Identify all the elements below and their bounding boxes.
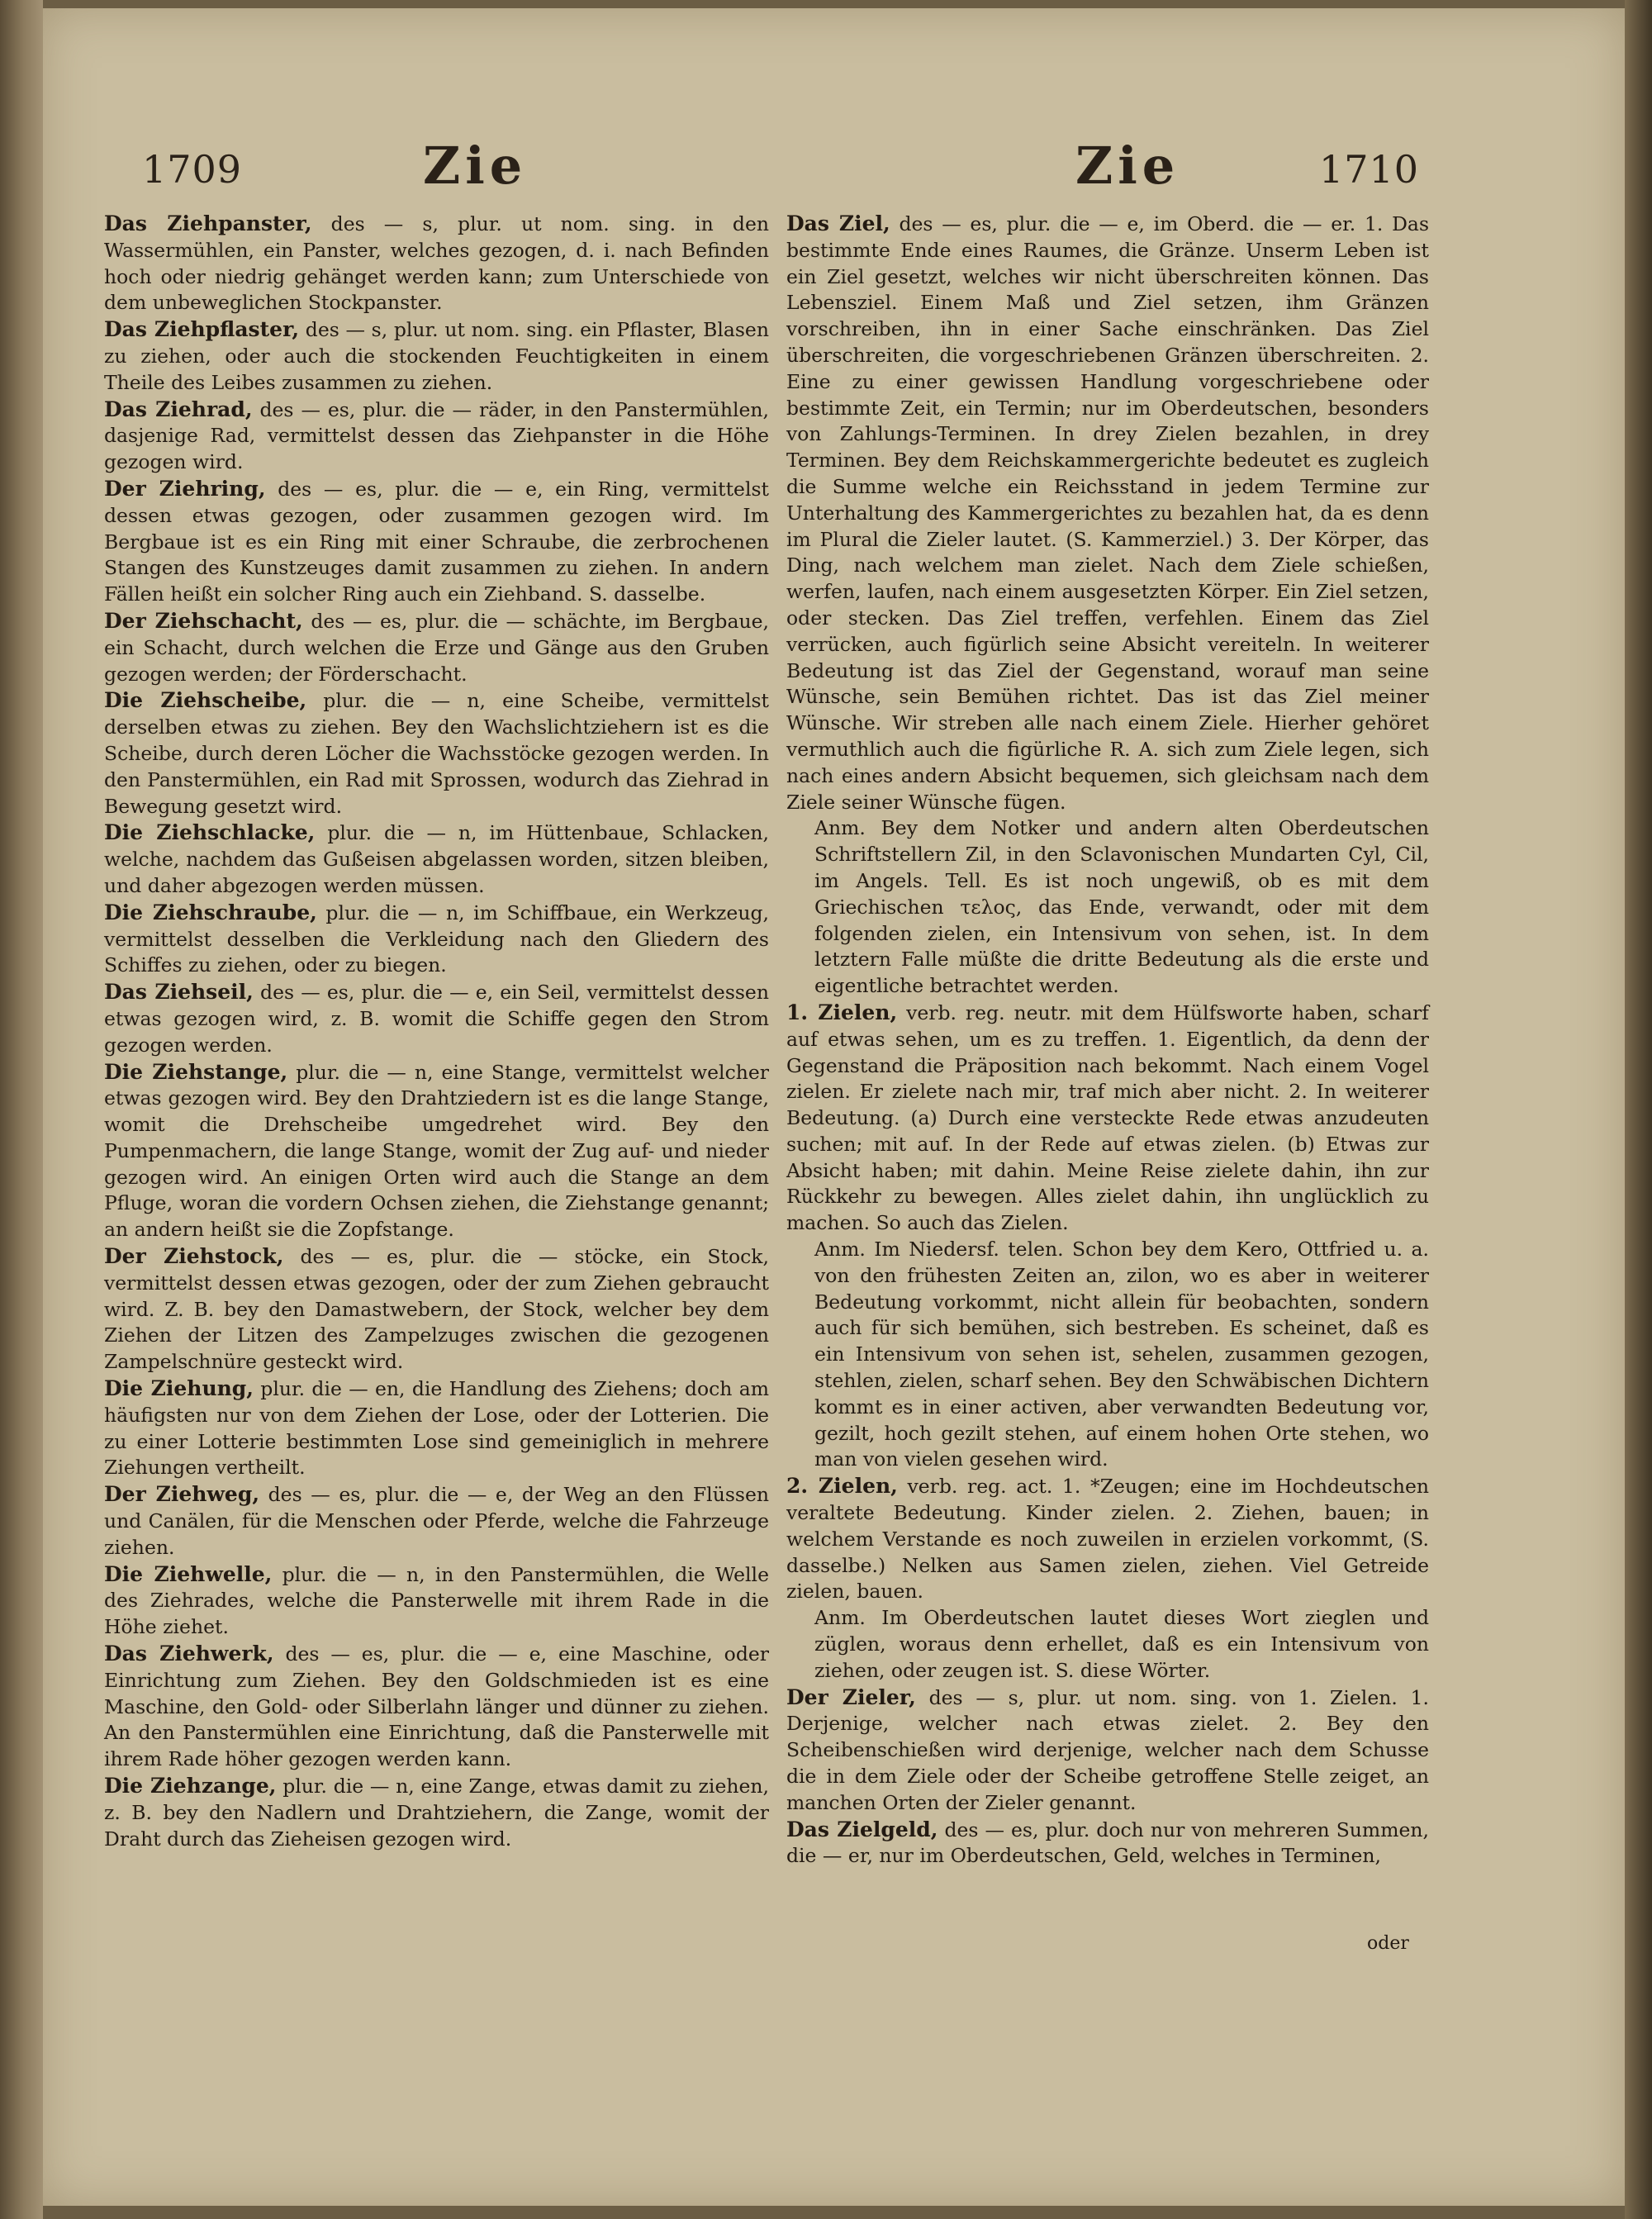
- dictionary-entry: [104, 1059, 769, 1244]
- entry-text: plur. die — n, eine Zange, etwas damit zu ziehen, z. B. bey den Nadlern und Drahtziehern, die Zange, womit der Draht durch das Zieheisen gezogen wird.: [104, 1775, 770, 1851]
- entry-headword: Das Ziehpanster,: [104, 211, 312, 235]
- dictionary-entry: [104, 316, 769, 396]
- entry-headword: 1. Zielen,: [786, 1000, 898, 1024]
- entry-text: des — es, plur. die — e, ein Seil, vermittelst dessen etwas gezogen wird, z. B. womit die Schiffe gegen den Strom gezogen werden.: [104, 981, 769, 1057]
- dictionary-entry: [786, 1000, 1429, 1237]
- entry-headword: Die Ziehwelle,: [104, 1561, 273, 1586]
- left-column: [104, 211, 769, 1852]
- page-edge-shadow: [1625, 0, 1652, 2219]
- dictionary-entry: [104, 820, 769, 899]
- page-header: [93, 135, 1612, 205]
- dictionary-entry: [104, 900, 769, 979]
- entry-text: des — es, plur. die — stöcke, ein Stock, vermittelst dessen etwas gezogen, oder der zum Ziehen gebraucht wird. Z. B. bey den Damastwebern, der Stock, welcher bey dem Ziehen der Litzen des Zampelzuges zwischen die gezogenen Zampelschnüre gesteckt wird.: [104, 1245, 769, 1374]
- entry-headword: 2. Zielen,: [786, 1474, 898, 1499]
- dictionary-entry: [786, 211, 1429, 815]
- entry-text: Anm. Bey dem Notker und andern alten Oberdeutschen Schriftstellern Zil, in den Sclavonischen Mundarten Cyl, Cil, im Angels. Tell. Es ist noch ungewiß, ob es mit dem Griechischen τελος, das Ende, verwandt, oder mit dem folgenden zielen, ein Intensivum von sehen, ist. In dem letztern Falle müßte die dritte Bedeutung als die erste und eigentliche betrachtet werden.: [814, 816, 1429, 998]
- catchword: oder: [1367, 1933, 1409, 1954]
- entry-text: des — es, plur. die — räder, in den Panstermühlen, dasjenige Rad, vermittelst dessen das Ziehpanster in die Höhe gezogen wird.: [104, 397, 769, 474]
- entry-headword: Das Ziehwerk,: [104, 1642, 274, 1666]
- entry-text: Anm. Im Niedersf. telen. Schon bey dem Kero, Ottfried u. a. von den frühesten Zeiten an, zilon, wo es aber in weiterer Bedeutung vorkommt, nicht allein für beobachten, sondern auch für sich bemühen, sich bestreben. Es scheinet, daß es ein Intensivum von sehen ist, sehelen, zusammen gezogen, stehlen, zielen, scharf sehen. Bey den Schwäbischen Dichtern kommt es in einer activen, aber verwandten Bedeutung vor, gezilt, hoch gezilt stehen, auf einem hohen Orte stehen, wo man von vielen gesehen wird.: [814, 1238, 1429, 1471]
- dictionary-entry: [104, 1481, 769, 1561]
- entry-text: des — s, plur. ut nom. sing. von 1. Zielen. 1. Derjenige, welcher nach etwas zielet. 2. Bey den Scheibenschießen wird derjenige, welcher nach dem Schusse die in dem Ziele oder der Scheibe getroffene Stelle zeiget, an manchen Orten der Zieler genannt.: [786, 1685, 1429, 1814]
- dictionary-entry: [104, 476, 769, 608]
- dictionary-entry: [104, 1641, 769, 1773]
- entry-text: des — es, plur. die — e, eine Maschine, oder Einrichtung zum Ziehen. Bey den Goldschmieden ist es eine Maschine, den Gold- oder Silberlahn länger und dünner zu ziehen. An den Panstermühlen eine Einrichtung, daß die Pansterwelle mit ihrem Rade höher gezogen werden kann.: [104, 1642, 770, 1771]
- entry-text: des — s, plur. ut nom. sing. in den Wassermühlen, ein Panster, welches gezogen, d. i. nach Befinden hoch oder niedrig gehänget werden kann; zum Unterschiede von dem unbeweglichen Stockpanster.: [104, 212, 769, 315]
- dictionary-entry: [104, 1243, 769, 1376]
- entry-headword: Die Ziehscheibe,: [104, 688, 307, 713]
- entry-text: plur. die — n, eine Scheibe, vermittelst derselben etwas zu ziehen. Bey den Wachslichtziehern ist es die Scheibe, durch deren Löcher die Wachsstöcke gezogen werden. In den Panstermühlen, ein Rad mit Sprossen, wodurch das Ziehrad in Bewegung gesetzt wird.: [104, 689, 769, 818]
- entry-headword: Das Ziel,: [786, 211, 890, 235]
- entry-headword: Die Ziehung,: [104, 1376, 254, 1401]
- dictionary-entry: [104, 1561, 769, 1641]
- dictionary-entry: [104, 211, 769, 316]
- running-head-left: Zie: [423, 135, 528, 196]
- entry-headword: Die Ziehzange,: [104, 1774, 277, 1798]
- entry-text: plur. die — n, in den Panstermühlen, die Welle des Ziehrades, welche die Pansterwelle mit ihrem Rade in die Höhe ziehet.: [104, 1562, 769, 1639]
- entry-headword: Die Ziehschraube,: [104, 900, 317, 924]
- entry-text: des — es, plur. doch nur von mehreren Summen, die — er, nur im Oberdeutschen, Geld, welches in Terminen,: [786, 1817, 1430, 1868]
- entry-headword: Der Zieler,: [786, 1684, 916, 1709]
- entry-annotation: [786, 1605, 1429, 1684]
- entry-text: des — es, plur. die — e, im Oberd. die — er. 1. Das bestimmte Ende eines Raumes, die Gränze. Unserm Leben ist ein Ziel gesetzt, welches wir nicht überschreiten können. Das Lebensziel. Einem Maß und Ziel setzen, ihm Gränzen vorschreiben, ihn in einer Sache einschränken. Das Ziel überschreiten, die vorgeschriebenen Gränzen überschreiten. 2. Eine zu einer gewissen Handlung vorgeschriebene oder bestimmte Zeit, ein Termin; nur im Oberdeutschen, besonders von Zahlungs-Terminen. In drey Zielen bezahlen, in drey Terminen. Bey dem Reichskammergerichte bedeutet es zugleich die Summe welche ein Reichsstand in jedem Termine zur Unterhaltung des Kammergerichtes zu bezahlen hat, da es denn im Plural die Zieler lautet. (S. Kammerziel.) 3. Der Körper, das Ding, nach welchem man zielet. Nach dem Ziele schießen, werfen, laufen, nach einem ausgesetzten Körper. Ein Ziel setzen, oder stecken. Das Ziel treffen, verfehlen. Einem das Ziel verrücken, auch figürlich seine Absicht vereiteln. In weiterer Bedeutung ist das Ziel der Gegenstand, worauf man seine Wünsche, sein Bemühen richtet. Das ist das Ziel meiner Wünsche. Wir streben alle nach einem Ziele. Hierher gehöret vermuthlich auch die figürliche R. A. sich zum Ziele legen, sich nach eines andern Absicht bequemen, sich gleichsam nach dem Ziele seiner Wünsche fügen.: [786, 212, 1429, 814]
- entry-text: plur. die — n, im Hüttenbaue, Schlacken, welche, nachdem das Gußeisen abgelassen worden, sitzen bleiben, und daher abgezogen werden müssen.: [104, 821, 769, 897]
- entry-text: plur. die — n, im Schiffbaue, ein Werkzeug, vermittelst desselben die Verkleidung nach den Gliedern des Schiffes zu ziehen, oder zu biegen.: [104, 900, 769, 977]
- facing-page-edge: [0, 0, 43, 2219]
- dictionary-entry: [786, 1473, 1429, 1605]
- dictionary-entry: [104, 1376, 769, 1481]
- entry-headword: Das Ziehpflaster,: [104, 317, 300, 342]
- right-column: [786, 211, 1429, 1870]
- dictionary-entry: [104, 397, 769, 476]
- page-number-left: 1709: [142, 147, 243, 192]
- entry-headword: Der Ziehweg,: [104, 1482, 260, 1507]
- entry-text: plur. die — en, die Handlung des Ziehens; doch am häufigsten nur von dem Ziehen der Lose, oder der Lotterien. Die zu einer Lotterie bestimmten Lose sind gemeiniglich in mehrere Ziehungen vertheilt.: [104, 1377, 770, 1480]
- dictionary-entry: [104, 979, 769, 1058]
- entry-annotation: [786, 815, 1429, 1000]
- entry-headword: Der Ziehstock,: [104, 1244, 284, 1269]
- entry-headword: Das Zielgeld,: [786, 1817, 938, 1841]
- entry-headword: Das Ziehrad,: [104, 397, 253, 421]
- running-head-right: Zie: [1075, 135, 1180, 196]
- dictionary-entry: [104, 687, 769, 820]
- entry-headword: Der Ziehring,: [104, 476, 266, 501]
- entry-headword: Die Ziehschlacke,: [104, 820, 316, 845]
- entry-headword: Der Ziehschacht,: [104, 608, 303, 633]
- dictionary-entry: [786, 1817, 1429, 1870]
- entry-headword: Das Ziehseil,: [104, 980, 254, 1005]
- entry-annotation: [786, 1237, 1429, 1473]
- dictionary-entry: [104, 608, 769, 687]
- page-number-right: 1710: [1319, 147, 1420, 192]
- entry-text: des — es, plur. die — e, ein Ring, vermittelst dessen etwas gezogen, oder zusammen gezogen wird. Im Bergbaue ist es ein Ring mit einer Schraube, die zerbrochenen Stangen des Kunstzeuges damit zusammen zu ziehen. In andern Fällen heißt ein solcher Ring auch ein Ziehband. S. dasselbe.: [104, 477, 769, 606]
- entry-text: verb. reg. act. 1. *Zeugen; eine im Hochdeutschen veraltete Bedeutung. Kinder zielen. 2. Ziehen, bauen; in welchem Verstande es noch zuweilen in erzielen vorkommt, (S. dasselbe.) Nelken aus Samen zielen, ziehen. Viel Getreide zielen, bauen.: [786, 1475, 1429, 1604]
- entry-text: Anm. Im Oberdeutschen lautet dieses Wort zieglen und züglen, woraus denn erhellet, daß es ein Intensivum von ziehen, oder zeugen ist. S. diese Wörter.: [814, 1606, 1429, 1682]
- entry-headword: Die Ziehstange,: [104, 1059, 288, 1084]
- entry-text: verb. reg. neutr. mit dem Hülfsworte haben, scharf auf etwas sehen, um es zu treffen. 1. Eigentlich, da denn der Gegenstand die Präposition nach bekommt. Nach einem Vogel zielen. Er zielete nach mir, traf mich aber nicht. 2. In weiterer Bedeutung. (a) Durch eine versteckte Rede etwas anzudeuten suchen; mit auf. In der Rede auf etwas zielen. (b) Etwas zur Absicht haben; mit dahin. Meine Reise zielete dahin, ihn zur Rückkehr zu bewegen. Alles zielet dahin, ihn unglücklich zu machen. So auch das Zielen.: [786, 1000, 1429, 1235]
- entry-text: des — s, plur. ut nom. sing. ein Pflaster, Blasen zu ziehen, oder auch die stockenden Feuchtigkeiten in einem Theile des Leibes zusammen zu ziehen.: [104, 318, 769, 394]
- dictionary-entry: [104, 1773, 769, 1852]
- entry-text: des — es, plur. die — schächte, im Bergbaue, ein Schacht, durch welchen die Erze und Gänge aus den Gruben gezogen werden; der Förderschacht.: [104, 609, 769, 686]
- entry-text: plur. die — n, eine Stange, vermittelst welcher etwas gezogen wird. Bey den Drahtziedern ist es die lange Stange, womit die Drehscheibe umgedrehet wird. Bey den Pumpenmachern, die lange Stange, womit der Zug auf- und nieder gezogen wird. An einigen Orten wird auch die Stange an dem Pfluge, woran die vordern Ochsen ziehen, die Ziehstange genannt; an andern heißt sie die Zopfstange.: [104, 1060, 770, 1242]
- dictionary-entry: [786, 1684, 1429, 1817]
- entry-text: des — es, plur. die — e, der Weg an den Flüssen und Canälen, für die Menschen oder Pferde, welche die Fahrzeuge ziehen.: [104, 1483, 769, 1559]
